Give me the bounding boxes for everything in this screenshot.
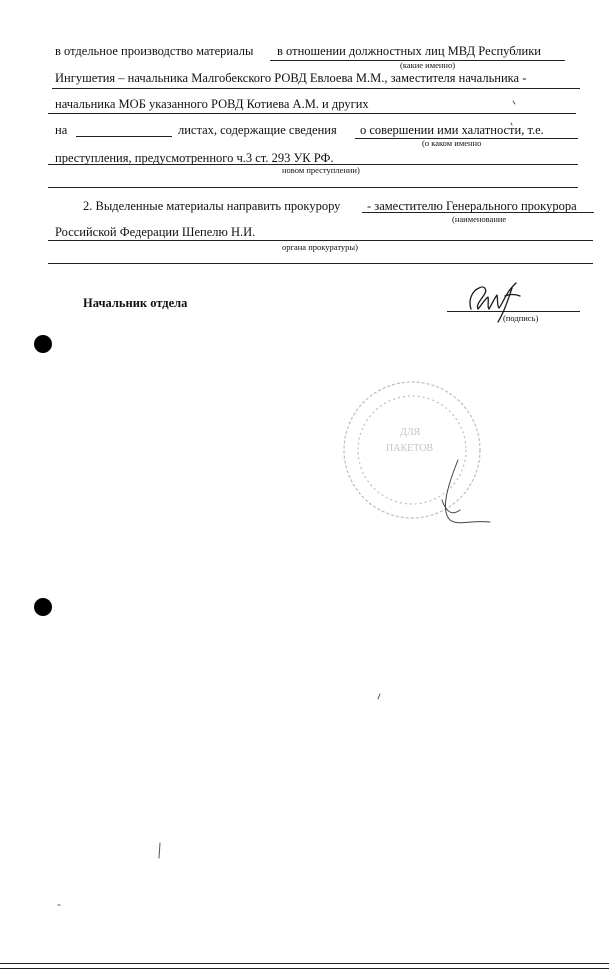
line6-note: (наименование	[452, 214, 507, 224]
line4-note: (о каком именно	[422, 138, 482, 148]
stamp-line1: ДЛЯ	[400, 427, 421, 438]
line1-prefix: в отдельное производство материалы	[55, 44, 254, 58]
faded-stamp	[330, 370, 510, 550]
signature-note: (подпись)	[503, 313, 539, 323]
line1-fill: в отношении должностных лиц МВД Республики	[277, 44, 542, 58]
line2-underline	[52, 88, 580, 89]
line3-text: начальника МОБ указанного РОВД Котиева А.М. и других	[55, 97, 369, 111]
binder-hole-bottom	[34, 598, 52, 616]
line1-note: (какие именно)	[400, 60, 456, 70]
line2-text: Ингушетия – начальника Малгобекского РОВД Евлоева М.М., заместителя начальника -	[55, 71, 527, 85]
line4-prefix: на	[55, 123, 68, 137]
line5b-rule	[48, 187, 578, 188]
bottom-rule-2	[0, 968, 609, 969]
line3-underline	[48, 113, 576, 114]
line4-fill: о совершении ими халатности, т.е.	[360, 123, 544, 137]
line7b-rule	[48, 263, 593, 264]
line5-note: новом преступлении)	[282, 165, 360, 175]
line7-note: органа прокуратуры)	[282, 242, 358, 252]
line7-text: Российской Федерации Шепелю Н.И.	[55, 225, 256, 239]
signature-line	[447, 311, 580, 312]
stamp-line2: ПАКЕТОВ	[386, 443, 434, 454]
binder-hole-top	[34, 335, 52, 353]
line4-blank	[76, 136, 172, 137]
line5-text: преступления, предусмотренного ч.3 ст. 293 УК РФ.	[55, 151, 334, 165]
line6-underline	[362, 212, 594, 213]
bottom-rule-1	[0, 963, 609, 964]
line6-fill: - заместителю Генерального прокурора	[367, 199, 577, 213]
line4-middle: листах, содержащие сведения	[178, 123, 337, 137]
line7-underline	[48, 240, 593, 241]
line6-prefix: 2. Выделенные материалы направить прокурору	[83, 199, 341, 213]
signature-title: Начальник отдела	[83, 296, 188, 310]
